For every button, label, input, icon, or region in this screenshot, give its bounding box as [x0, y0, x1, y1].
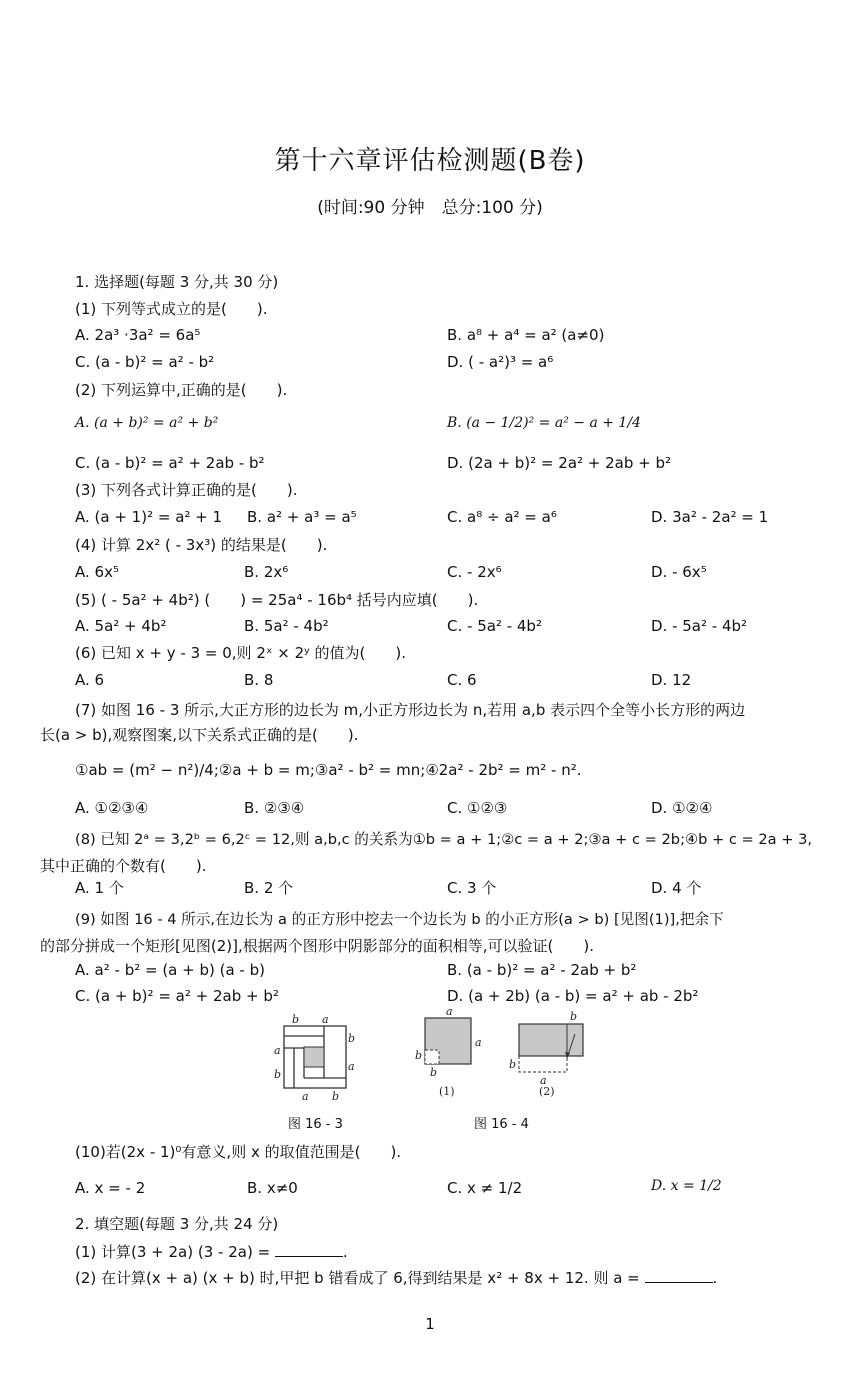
- fill-question: [75, 1242, 348, 1262]
- label-a: a: [475, 1036, 482, 1049]
- option-d: D. 4 个: [651, 879, 702, 897]
- question-stem: (9) 如图 16 - 4 所示,在边长为 a 的正方形中挖去一个边长为 b 的小正方形(a > b) [见图(1)],把余下: [75, 911, 724, 928]
- option-b: B. 8: [244, 671, 274, 689]
- option-b: B. (a - b)² = a² - 2ab + b²: [447, 961, 637, 979]
- option-a: A. 6x⁵: [75, 563, 119, 581]
- option-c: C. (a - b)² = a² + 2ab - b²: [75, 454, 265, 472]
- option-c: C. - 5a² - 4b²: [447, 617, 542, 635]
- section-heading: 1. 选择题(每题 3 分,共 30 分): [75, 273, 279, 291]
- question-stem: (4) 计算 2x² ( - 3x³) 的结果是( ).: [75, 536, 328, 554]
- option-b: B. ②③④: [244, 799, 305, 817]
- figure-16-4: [405, 1006, 595, 1102]
- option-d: D. (a + 2b) (a - b) = a² + ab - 2b²: [447, 987, 699, 1005]
- question-stem-cont: 其中正确的个数有( ).: [40, 857, 207, 875]
- figure-16-3: [270, 1012, 360, 1104]
- relations-list: ①ab = (m² − n²)/4;②a + b = m;③a² - b² = mn;④2a² - 2b² = m² - n².: [75, 761, 582, 779]
- label-a: a: [348, 1060, 355, 1073]
- figure-caption: 图 16 - 4: [474, 1117, 529, 1132]
- option-a: A. 5a² + 4b²: [75, 617, 167, 635]
- question-stem: (6) 已知 x + y - 3 = 0,则 2ˣ × 2ʸ 的值为( ).: [75, 644, 406, 662]
- option-c: C. ①②③: [447, 799, 508, 817]
- question-stem: (5) ( - 5a² + 4b²) ( ) = 25a⁴ - 16b⁴ 括号内应填( ).: [75, 591, 479, 609]
- option-a: A. 1 个: [75, 879, 124, 897]
- option-c: C. (a - b)² = a² - b²: [75, 353, 215, 371]
- label-b: b: [415, 1049, 423, 1062]
- option-b: B. (a − 1/2)² = a² − a + 1/4: [447, 415, 641, 431]
- question-stem: (2) 下列运算中,正确的是( ).: [75, 381, 288, 399]
- answer-blank: [275, 1242, 343, 1257]
- label-a: a: [274, 1044, 281, 1057]
- question-stem-cont: 的部分拼成一个矩形[见图(2)],根据两个图形中阴影部分的面积相等,可以验证( ).: [40, 937, 594, 955]
- option-a: A. 2a³ ·3a² = 6a⁵: [75, 326, 201, 344]
- sub-figure-2-label: (2): [539, 1085, 555, 1098]
- option-d: D. - 5a² - 4b²: [651, 617, 748, 635]
- option-c: C. x ≠ 1/2: [447, 1179, 523, 1197]
- question-stem: (7) 如图 16 - 3 所示,大正方形的边长为 m,小正方形边长为 n,若用 a,b 表示四个全等小长方形的两边: [75, 701, 746, 719]
- option-a: A. x = - 2: [75, 1179, 146, 1197]
- figure-caption: 图 16 - 3: [288, 1117, 343, 1132]
- sub-figure-1-label: (1): [439, 1085, 455, 1098]
- answer-blank: [645, 1268, 713, 1283]
- label-b: b: [332, 1090, 340, 1103]
- label-a: a: [540, 1074, 547, 1087]
- option-d: D. - 6x⁵: [651, 563, 707, 581]
- option-d: D. x = 1/2: [651, 1178, 722, 1194]
- fill-question-text: (1) 计算(3 + 2a) (3 - 2a) =: [75, 1243, 275, 1261]
- option-d: D. 12: [651, 671, 692, 689]
- label-a: a: [446, 1006, 453, 1018]
- label-b: b: [292, 1013, 300, 1026]
- option-b: B. x≠0: [247, 1179, 298, 1197]
- fill-question: [75, 1268, 717, 1288]
- label-b: b: [509, 1058, 517, 1071]
- option-b: B. 5a² - 4b²: [244, 617, 329, 635]
- option-d: D. 3a² - 2a² = 1: [651, 508, 769, 526]
- option-b: B. a² + a³ = a⁵: [247, 508, 357, 526]
- fill-question-end: .: [342, 1243, 348, 1261]
- option-c: C. - 2x⁶: [447, 563, 502, 581]
- option-a: A. 6: [75, 671, 105, 689]
- label-a: a: [302, 1090, 309, 1103]
- option-a: A. (a + b)² = a² + b²: [75, 415, 219, 431]
- option-c: C. 6: [447, 671, 477, 689]
- label-a: a: [322, 1013, 329, 1026]
- section-heading: 2. 填空题(每题 3 分,共 24 分): [75, 1215, 279, 1233]
- question-stem: (1) 下列等式成立的是( ).: [75, 300, 268, 318]
- fill-question-text: (2) 在计算(x + a) (x + b) 时,甲把 b 错看成了 6,得到结果是 x² + 8x + 12. 则 a =: [75, 1269, 645, 1287]
- option-b: B. 2x⁶: [244, 563, 289, 581]
- label-b: b: [570, 1010, 578, 1023]
- option-a: A. ①②③④: [75, 799, 149, 817]
- option-b: B. 2 个: [244, 879, 294, 897]
- question-stem-cont: 长(a > b),观察图案,以下关系式正确的是( ).: [40, 726, 359, 744]
- question-stem: (3) 下列各式计算正确的是( ).: [75, 481, 298, 499]
- option-c: C. (a + b)² = a² + 2ab + b²: [75, 987, 279, 1005]
- option-d: D. ( - a²)³ = a⁶: [447, 353, 554, 371]
- page-subtitle: (时间:90 分钟 总分:100 分): [317, 198, 543, 218]
- fill-question-end: .: [712, 1269, 718, 1287]
- option-c: C. 3 个: [447, 879, 497, 897]
- label-b: b: [348, 1032, 356, 1045]
- label-b: b: [430, 1066, 438, 1079]
- label-b: b: [274, 1068, 282, 1081]
- option-d: D. ①②④: [651, 799, 713, 817]
- page-title: 第十六章评估检测题(B卷): [274, 146, 586, 176]
- page-number: 1: [425, 1315, 435, 1333]
- option-b: B. a⁸ + a⁴ = a² (a≠0): [447, 326, 605, 344]
- option-d: D. (2a + b)² = 2a² + 2ab + b²: [447, 454, 672, 472]
- question-stem: (10)若(2x - 1)⁰有意义,则 x 的取值范围是( ).: [75, 1143, 402, 1161]
- question-stem: (8) 已知 2ᵃ = 3,2ᵇ = 6,2ᶜ = 12,则 a,b,c 的关系为①b = a + 1;②c = a + 2;③a + c = 2b;④b + c = 2a + 3,: [75, 831, 813, 848]
- option-c: C. a⁸ ÷ a² = a⁶: [447, 508, 557, 526]
- option-a: A. (a + 1)² = a² + 1: [75, 508, 223, 526]
- option-a: A. a² - b² = (a + b) (a - b): [75, 961, 265, 979]
